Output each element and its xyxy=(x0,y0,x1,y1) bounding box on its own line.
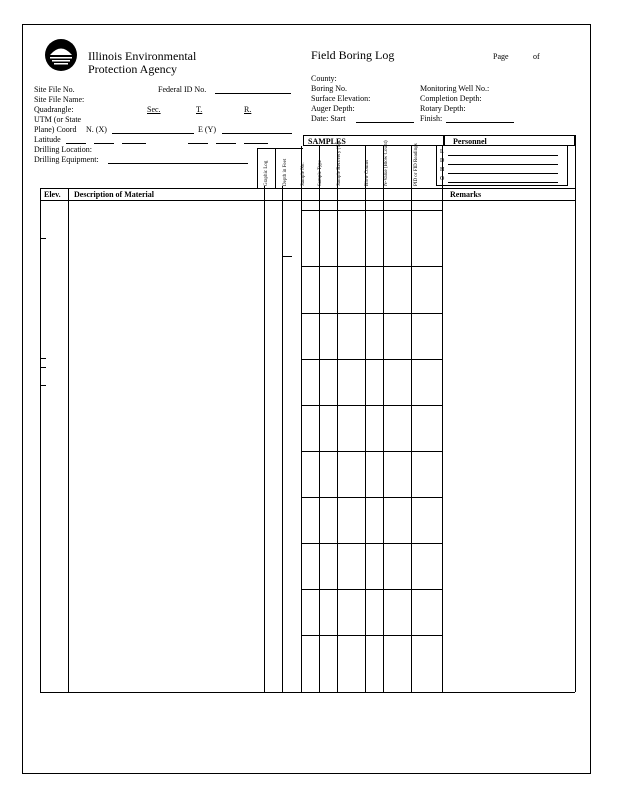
sample-row-line xyxy=(301,266,442,267)
column-header-top-line xyxy=(257,148,303,149)
t-label: T. xyxy=(196,105,203,114)
page-of-label: of xyxy=(533,52,540,61)
elev-header: Elev. xyxy=(44,190,61,199)
sample-row-line xyxy=(301,543,442,544)
date-start-label: Date: Start xyxy=(311,114,346,123)
personnel-row-o: O xyxy=(440,176,445,182)
sample-row-line xyxy=(301,451,442,452)
auger-depth-label: Auger Depth: xyxy=(311,104,355,113)
depth-feet-header: Depth in Feet xyxy=(283,158,288,186)
elev-tick xyxy=(40,238,46,239)
sample-row-line xyxy=(301,589,442,590)
table-header-bottom-line xyxy=(40,200,575,201)
e-y-label: E (Y) xyxy=(198,125,216,134)
sample-type-header: Sample Type xyxy=(318,159,323,186)
e-y-field-line[interactable] xyxy=(222,133,292,134)
pid-readings-header: PID or FID Readings xyxy=(414,143,419,186)
page-label: Page xyxy=(493,52,509,61)
elev-tick xyxy=(40,385,46,386)
drilling-equipment-label: Drilling Equipment: xyxy=(34,155,99,164)
sample-row-line xyxy=(301,313,442,314)
longitude-deg-line[interactable] xyxy=(188,143,208,144)
sample-row-line xyxy=(301,210,442,211)
site-file-no-label: Site File No. xyxy=(34,85,75,94)
sample-no-header: Sample No. xyxy=(301,162,306,186)
n-value-header: N-Value (Blow Count) xyxy=(384,140,389,186)
sample-row-line xyxy=(301,497,442,498)
personnel-box xyxy=(436,146,568,186)
surface-elevation-label: Surface Elevation: xyxy=(311,94,371,103)
graphic-log-header: Graphic Log xyxy=(264,160,269,186)
depth-left-edge xyxy=(275,148,276,188)
depth-tick xyxy=(282,256,292,257)
agency-name-line2: Protection Agency xyxy=(88,62,177,76)
n-x-field-line[interactable] xyxy=(112,133,194,134)
recovery-column-line xyxy=(337,146,338,692)
personnel-line-o[interactable] xyxy=(448,182,558,183)
n-x-label: N. (X) xyxy=(86,125,107,134)
county-label: County: xyxy=(311,74,337,83)
plane-coord-label: Plane) Coord xyxy=(34,125,77,134)
elev-tick xyxy=(40,358,46,359)
latitude-label: Latitude xyxy=(34,135,61,144)
form-title: Field Boring Log xyxy=(311,48,395,62)
finish-field-line[interactable] xyxy=(446,122,514,123)
federal-id-label: Federal ID No. xyxy=(158,85,207,94)
table-right-border xyxy=(575,135,576,692)
agency-name-line1: Illinois Environmental xyxy=(88,49,197,63)
sample-row-line xyxy=(301,359,442,360)
date-start-field-line[interactable] xyxy=(356,122,414,123)
utm-label: UTM (or State xyxy=(34,115,82,124)
drilling-location-label: Drilling Location: xyxy=(34,145,92,154)
personnel-line-l[interactable] xyxy=(448,155,558,156)
depth-column-line xyxy=(282,186,283,692)
sample-recovery-header: Sample Recovery (%) xyxy=(337,141,342,186)
pid-column-line xyxy=(411,146,412,692)
latitude-sec-line[interactable] xyxy=(122,143,146,144)
personnel-row-d: D xyxy=(440,158,445,164)
personnel-row-l: L xyxy=(440,149,444,155)
monitoring-well-label: Monitoring Well No.: xyxy=(420,84,490,93)
sample-type-column-line xyxy=(319,146,320,692)
personnel-line-h[interactable] xyxy=(448,173,558,174)
graphic-log-column-line xyxy=(264,186,265,692)
completion-depth-label: Completion Depth: xyxy=(420,94,482,103)
sample-no-column-line xyxy=(301,146,302,692)
table-top-line xyxy=(40,188,575,189)
site-file-name-label: Site File Name: xyxy=(34,95,85,104)
boring-no-label: Boring No. xyxy=(311,84,347,93)
personnel-line-d[interactable] xyxy=(448,164,558,165)
sample-row-line xyxy=(301,635,442,636)
iepa-logo xyxy=(44,38,78,72)
blow-counts-header: Blow Counts xyxy=(365,159,370,186)
quadrangle-label: Quadrangle: xyxy=(34,105,74,114)
elev-description-divider xyxy=(68,188,69,692)
table-bottom-line xyxy=(40,692,575,693)
r-label: R. xyxy=(244,105,252,114)
rotary-depth-label: Rotary Depth: xyxy=(420,104,466,113)
drilling-equipment-field-line[interactable] xyxy=(108,163,248,164)
sec-label: Sec. xyxy=(147,105,161,114)
latitude-deg-line[interactable] xyxy=(66,143,86,144)
personnel-header-box xyxy=(444,135,575,146)
samples-header-box xyxy=(303,135,444,146)
description-header: Description of Material xyxy=(74,190,154,199)
remarks-header: Remarks xyxy=(450,190,482,199)
remarks-column-line xyxy=(442,146,443,692)
n-value-column-line xyxy=(383,146,384,692)
personnel-label: Personnel xyxy=(453,137,487,146)
sample-row-line xyxy=(301,405,442,406)
longitude-min-line[interactable] xyxy=(216,143,236,144)
federal-id-field-line[interactable] xyxy=(215,93,291,94)
latitude-min-line[interactable] xyxy=(94,143,114,144)
graphic-log-left-edge xyxy=(257,148,258,188)
table-left-border xyxy=(40,188,41,692)
longitude-sec-line[interactable] xyxy=(244,143,268,144)
finish-label: Finish: xyxy=(420,114,443,123)
samples-label: SAMPLES xyxy=(308,137,346,146)
elev-tick xyxy=(40,367,46,368)
personnel-row-h: H xyxy=(440,167,445,173)
blow-counts-column-line xyxy=(365,146,366,692)
